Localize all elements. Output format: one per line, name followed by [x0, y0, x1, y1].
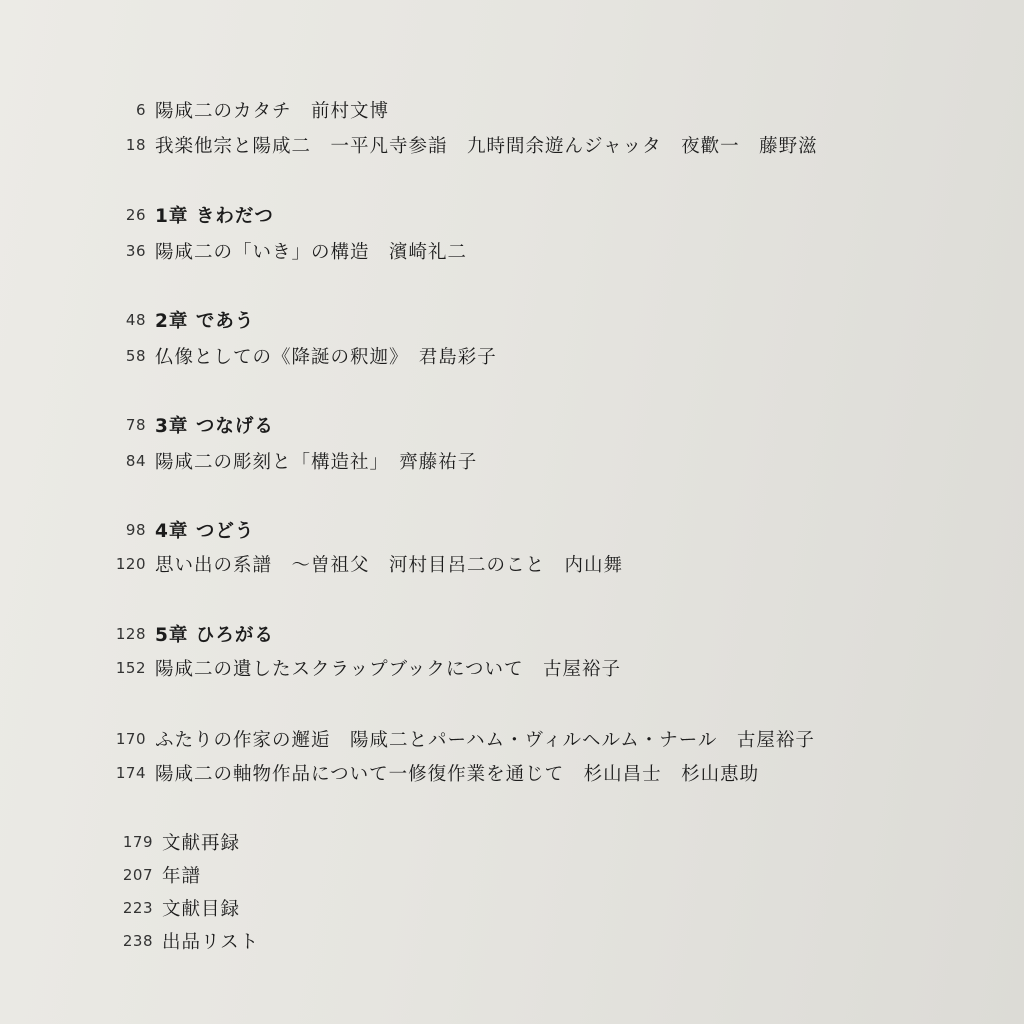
- page-number: 207: [122, 866, 153, 884]
- toc-entry: [0, 234, 1000, 268]
- toc-entry: [0, 339, 1000, 373]
- entry-title: ふたりの作家の邂逅 陽咸二とパーハム・ヴィルヘルム・ナール 古屋裕子: [155, 730, 815, 751]
- toc-backmatter: [0, 858, 1000, 892]
- entry-title: 陽咸二の軸物作品について一修復作業を通じて 杉山昌士 杉山恵助: [155, 764, 760, 785]
- toc-chapter: [0, 303, 1000, 337]
- entry-title: 我楽他宗と陽咸二 一平凡寺参詣 九時間余遊んジャッタ 夜歡一 藤野滋: [155, 136, 818, 157]
- entry-title: 陽咸二の「いき」の構造 濱崎礼二: [155, 242, 468, 263]
- entry-title: 陽咸二のカタチ 前村文博: [155, 101, 390, 122]
- page-number: 48: [125, 311, 146, 329]
- page-number: 84: [125, 452, 146, 470]
- page-number: 179: [122, 833, 153, 851]
- page-number: 174: [115, 764, 146, 782]
- page-number: 6: [135, 101, 146, 119]
- page-number: 26: [125, 206, 146, 224]
- page-number: 36: [125, 242, 146, 260]
- entry-title: 文献再録: [162, 833, 241, 854]
- toc-entry: [0, 722, 1000, 756]
- toc-entry: [0, 651, 1000, 685]
- chapter-title: 2章 であう: [155, 311, 255, 332]
- toc-entry: [0, 93, 1000, 127]
- toc-backmatter: [0, 825, 1000, 859]
- entry-title: 仏像としての《降誕の釈迦》 君島彩子: [155, 347, 497, 368]
- page-number: 128: [115, 625, 146, 643]
- page-number: 238: [122, 932, 153, 950]
- page-number: 58: [125, 347, 146, 365]
- entry-title: 年譜: [162, 866, 202, 887]
- page-number: 152: [115, 659, 146, 677]
- toc-chapter: [0, 513, 1000, 547]
- toc-chapter: [0, 198, 1000, 232]
- toc-entry: [0, 547, 1000, 581]
- entry-title: 文献目録: [162, 899, 241, 920]
- entry-title: 陽咸二の遺したスクラップブックについて 古屋裕子: [155, 659, 621, 680]
- chapter-title: 4章 つどう: [155, 521, 255, 542]
- page-number: 78: [125, 416, 146, 434]
- chapter-title: 3章 つなげる: [155, 416, 274, 437]
- chapter-title: 1章 きわだつ: [155, 206, 274, 227]
- page-number: 170: [115, 730, 146, 748]
- entry-title: 陽咸二の彫刻と「構造社」 齊藤祐子: [155, 452, 478, 473]
- toc-chapter: [0, 408, 1000, 442]
- page-number: 98: [125, 521, 146, 539]
- chapter-title: 5章 ひろがる: [155, 625, 274, 646]
- entry-title: 出品リスト: [162, 932, 260, 953]
- toc-backmatter: [0, 891, 1000, 925]
- entry-title: 思い出の系譜 ～曽祖父 河村目呂二のこと 内山舞: [155, 555, 624, 576]
- toc-chapter: [0, 617, 1000, 651]
- page-number: 120: [115, 555, 146, 573]
- toc-entry: [0, 128, 1000, 162]
- toc-entry: [0, 444, 1000, 478]
- toc-backmatter: [0, 924, 1000, 958]
- page-number: 18: [125, 136, 146, 154]
- page-number: 223: [122, 899, 153, 917]
- toc-entry: [0, 756, 1000, 790]
